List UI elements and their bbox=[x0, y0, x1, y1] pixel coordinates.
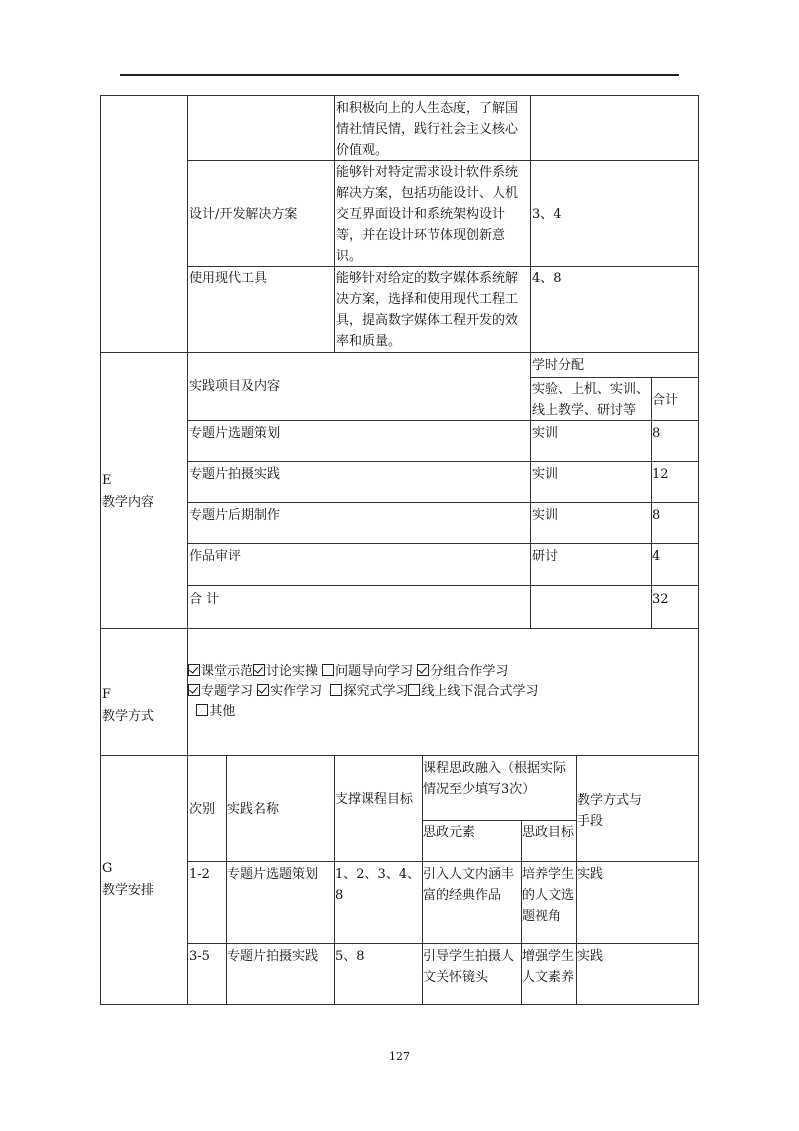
table-border bbox=[187, 420, 699, 421]
g-row-method: 实践 bbox=[577, 949, 604, 964]
e-row-hours: 8 bbox=[652, 508, 661, 523]
g-header-ideology: 课程思政融入（根据实际情况至少填写3次） bbox=[423, 761, 567, 797]
e-row-hours: 4 bbox=[652, 549, 661, 564]
e-row-hours: 8 bbox=[652, 426, 661, 441]
checkbox-checked-icon[interactable] bbox=[417, 664, 429, 676]
option-practical-study[interactable]: 实作学习 bbox=[257, 684, 322, 699]
upper-row3-goals: 4、8 bbox=[532, 271, 562, 286]
g-row-target: 培养学生的人文选题视角 bbox=[522, 867, 575, 924]
checkbox-empty-icon[interactable] bbox=[196, 704, 208, 716]
table-border bbox=[100, 1004, 699, 1005]
upper-row3-label: 使用现代工具 bbox=[189, 271, 268, 286]
table-border bbox=[521, 820, 522, 1005]
table-border bbox=[187, 861, 699, 862]
g-row-name: 专题片拍摄实践 bbox=[227, 949, 319, 964]
table-border bbox=[334, 95, 335, 353]
g-row-target: 增强学生人文素养 bbox=[522, 949, 575, 985]
e-header-hours: 学时分配 bbox=[532, 358, 585, 373]
checkbox-checked-icon[interactable] bbox=[188, 684, 200, 696]
option-problem-based[interactable]: 问题导向学习 bbox=[322, 664, 413, 679]
section-g-label bbox=[101, 856, 187, 904]
e-row-hours: 12 bbox=[652, 467, 669, 482]
checkbox-checked-icon[interactable] bbox=[253, 664, 265, 676]
g-row-order: 3-5 bbox=[189, 949, 210, 964]
option-other[interactable]: 其他 bbox=[196, 704, 235, 719]
teaching-method-options bbox=[188, 662, 693, 722]
option-group-cooperation[interactable]: 分组合作学习 bbox=[417, 664, 508, 679]
option-inquiry-study[interactable]: 探究式学习 bbox=[330, 684, 408, 699]
g-header-goals: 支撑课程目标 bbox=[335, 792, 414, 807]
table-border bbox=[187, 543, 699, 544]
g-row-method: 实践 bbox=[577, 867, 604, 882]
page-number: 127 bbox=[389, 1050, 410, 1063]
section-f-label bbox=[101, 682, 187, 730]
e-header-items: 实践项目及内容 bbox=[189, 379, 281, 394]
header-rule bbox=[120, 74, 679, 76]
e-row-name: 作品审评 bbox=[189, 549, 242, 564]
table-border bbox=[187, 160, 699, 161]
g-row-goals: 5、8 bbox=[335, 949, 365, 964]
section-g-title: 教学安排 bbox=[102, 883, 155, 898]
option-topic-study[interactable]: 专题学习 bbox=[188, 684, 253, 699]
table-border bbox=[576, 756, 577, 1005]
g-row-element: 引入人文内涵丰富的经典作品 bbox=[423, 867, 515, 903]
table-border bbox=[187, 95, 188, 1005]
upper-row1-desc: 和积极向上的人生态度，了解国情社情民情，践行社会主义核心价值观。 bbox=[336, 101, 519, 158]
section-f-title: 教学方式 bbox=[102, 709, 155, 724]
g-row-name: 专题片选题策划 bbox=[227, 867, 319, 882]
table-border bbox=[100, 95, 101, 1005]
section-e-title: 教学内容 bbox=[102, 495, 155, 510]
g-header-target: 思政目标 bbox=[522, 825, 575, 840]
e-row-name: 专题片选题策划 bbox=[189, 426, 281, 441]
table-border bbox=[226, 756, 227, 1005]
section-e-label bbox=[101, 468, 187, 516]
e-row-type: 研讨 bbox=[532, 549, 559, 564]
option-blended-learning[interactable]: 线上线下混合式学习 bbox=[408, 684, 538, 699]
e-row-name: 专题片拍摄实践 bbox=[189, 467, 281, 482]
table-border bbox=[530, 377, 699, 378]
option-discussion-practice[interactable]: 讨论实操 bbox=[253, 664, 318, 679]
section-g-code: G bbox=[102, 861, 113, 876]
table-border bbox=[100, 352, 699, 353]
e-row-type: 实训 bbox=[532, 508, 559, 523]
table-border bbox=[422, 756, 423, 1005]
g-header-name: 实践名称 bbox=[227, 802, 280, 817]
upper-row2-label: 设计/开发解决方案 bbox=[189, 207, 298, 222]
checkbox-empty-icon[interactable] bbox=[408, 684, 420, 696]
e-row-name: 专题片后期制作 bbox=[189, 508, 281, 523]
table-border bbox=[530, 95, 531, 353]
e-total-type bbox=[531, 587, 651, 611]
e-row-type: 实训 bbox=[532, 467, 559, 482]
section-f-code: F bbox=[102, 687, 112, 702]
table-border bbox=[100, 755, 699, 756]
e-header-total: 合计 bbox=[652, 393, 679, 408]
e-header-type: 实验、上机、实训、线上教学、研讨等 bbox=[532, 382, 650, 418]
g-row-goals: 1、2、3、4、8 bbox=[335, 867, 421, 903]
checkbox-empty-icon[interactable] bbox=[322, 664, 334, 676]
option-classroom-demo[interactable]: 课堂示范 bbox=[188, 664, 253, 679]
checkbox-checked-icon[interactable] bbox=[257, 684, 269, 696]
e-total-hours: 32 bbox=[652, 592, 669, 607]
table-border bbox=[422, 820, 577, 821]
upper-row3-desc: 能够针对给定的数字媒体系统解决方案，选择和使用现代工程工具，提高数字媒体工程开发的效率和质量。 bbox=[336, 271, 519, 349]
g-header-element: 思政元素 bbox=[423, 825, 476, 840]
table-border bbox=[100, 628, 699, 629]
section-e-code: E bbox=[102, 473, 112, 488]
checkbox-checked-icon[interactable] bbox=[188, 664, 200, 676]
g-header-order: 次别 bbox=[189, 802, 216, 817]
table-border bbox=[187, 585, 699, 586]
e-total-label: 合 计 bbox=[189, 592, 220, 607]
table-border bbox=[698, 95, 699, 1005]
table-border bbox=[187, 266, 699, 267]
table-border bbox=[187, 502, 699, 503]
table-border bbox=[334, 756, 335, 1005]
table-border bbox=[187, 943, 699, 944]
upper-row2-desc: 能够针对特定需求设计软件系统解决方案，包括功能设计、人机交互界面设计和系统架构设计等，并在设计环节体现创新意识。 bbox=[336, 165, 519, 264]
checkbox-empty-icon[interactable] bbox=[330, 684, 342, 696]
table-border bbox=[100, 95, 699, 96]
table-border bbox=[530, 352, 531, 628]
table-border bbox=[187, 461, 699, 462]
g-row-order: 1-2 bbox=[189, 867, 210, 882]
e-row-type: 实训 bbox=[532, 426, 559, 441]
upper-row2-goals: 3、4 bbox=[532, 207, 562, 222]
g-header-method: 教学方式与手段 bbox=[577, 793, 643, 829]
g-row-element: 引导学生拍摄人文关怀镜头 bbox=[423, 949, 515, 985]
